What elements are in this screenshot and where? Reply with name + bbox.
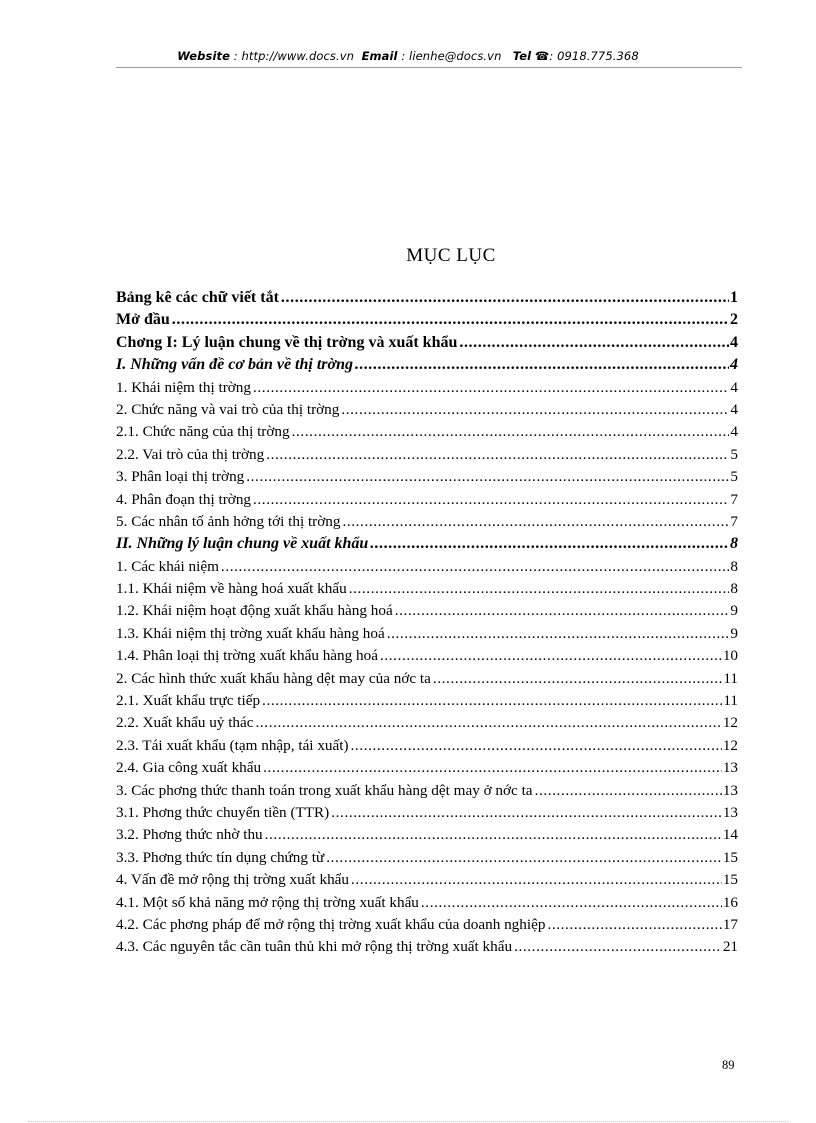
toc-leader-dots bbox=[433, 670, 723, 688]
toc-leader-dots bbox=[535, 782, 722, 800]
toc-leader-dots bbox=[262, 692, 722, 710]
toc-entry bbox=[116, 759, 738, 781]
toc-leader-dots bbox=[342, 513, 729, 531]
toc-entry-page: 4 bbox=[730, 400, 738, 418]
toc-entry bbox=[116, 894, 738, 916]
toc-entry-label: 3. Các phơng thức thanh toán trong xuất khẩu hàng dệt may ở nớc ta bbox=[116, 781, 533, 799]
toc-entry bbox=[116, 782, 738, 804]
toc-entry-page: 5 bbox=[730, 468, 738, 486]
toc-entry bbox=[116, 334, 738, 356]
toc-entry-label: 2. Các hình thức xuất khẩu hàng dệt may của nớc ta bbox=[116, 669, 431, 687]
toc-entry-page: 15 bbox=[722, 848, 738, 866]
toc-entry-page: 9 bbox=[730, 602, 738, 620]
toc-entry-page: 4 bbox=[730, 423, 738, 441]
toc-entry-page: 11 bbox=[723, 669, 738, 687]
toc-entry-label: 4.2. Các phơng pháp để mở rộng thị trờng xuất khẩu của doanh nghiệp bbox=[116, 915, 546, 933]
toc-entry-label: 2.2. Vai trò của thị trờng bbox=[116, 445, 265, 463]
toc-entry-label: 1.4. Phân loại thị trờng xuất khẩu hàng hoá bbox=[116, 647, 378, 665]
toc-leader-dots bbox=[331, 804, 722, 822]
toc-entry-label: 3. Phân loại thị trờng bbox=[116, 468, 245, 486]
toc-leader-dots bbox=[370, 535, 729, 553]
toc-entry-label: Mở đầu bbox=[116, 311, 170, 329]
toc-entry bbox=[116, 714, 738, 736]
toc-entry bbox=[116, 468, 738, 490]
toc-entry-page: 7 bbox=[730, 490, 738, 508]
toc-entry-page: 13 bbox=[722, 759, 738, 777]
toc-entry bbox=[116, 871, 738, 893]
toc-leader-dots bbox=[459, 334, 729, 352]
toc-leader-dots bbox=[355, 356, 729, 374]
toc-entry bbox=[116, 401, 738, 423]
toc-entry-label: 4. Phân đoạn thị trờng bbox=[116, 490, 252, 508]
toc-entry-label: 2. Chức năng và vai trò của thị trờng bbox=[116, 400, 340, 418]
toc-entry-label: Bảng kê các chữ viết tắt bbox=[116, 289, 279, 306]
website-label: Website bbox=[177, 49, 230, 63]
toc-entry bbox=[116, 513, 738, 535]
toc-entry-page: 8 bbox=[730, 535, 738, 553]
toc-leader-dots bbox=[221, 558, 729, 576]
toc-entry-page: 4 bbox=[730, 378, 738, 396]
toc-entry-label: 2.3. Tái xuất khẩu (tạm nhập, tái xuất) bbox=[116, 736, 349, 754]
page-number: 89 bbox=[722, 1058, 735, 1072]
toc-entry bbox=[116, 311, 738, 333]
toc-entry-page: 11 bbox=[723, 692, 738, 710]
toc-leader-dots bbox=[395, 602, 730, 620]
toc-entry-label: I. Những vấn đề cơ bản về thị trờng bbox=[116, 356, 353, 374]
toc-entry-page: 8 bbox=[730, 557, 738, 575]
toc-entry-label: 1.2. Khái niệm hoạt động xuất khẩu hàng hoá bbox=[116, 602, 393, 620]
toc-entry-label: 4.1. Một số khả năng mở rộng thị trờng xuất khẩu bbox=[116, 893, 419, 911]
toc-entry bbox=[116, 804, 738, 826]
phone-icon: ☎ bbox=[534, 49, 550, 63]
toc-leader-dots bbox=[256, 714, 722, 732]
toc-leader-dots bbox=[341, 401, 729, 419]
toc-leader-dots bbox=[172, 311, 729, 329]
toc-entry-page: 15 bbox=[722, 871, 738, 889]
toc-leader-dots bbox=[246, 468, 729, 486]
toc-leader-dots bbox=[514, 938, 722, 956]
toc-entry-page: 13 bbox=[722, 781, 738, 799]
toc-entry-label: Chơng I: Lý luận chung về thị trờng và xuất khẩu bbox=[116, 333, 458, 351]
toc-entry-page: 8 bbox=[730, 580, 738, 598]
toc-leader-dots bbox=[351, 737, 722, 755]
toc-entry-label: 4. Vấn đề mở rộng thị trờng xuất khẩu bbox=[116, 871, 350, 889]
toc-entry-page: 4 bbox=[730, 333, 738, 351]
toc-leader-dots bbox=[351, 871, 722, 889]
toc-entry-label: 2.2. Xuất khẩu uỷ thác bbox=[116, 714, 254, 732]
toc-entry bbox=[116, 379, 738, 401]
toc-entry-page: 12 bbox=[722, 714, 738, 732]
toc-leader-dots bbox=[547, 916, 721, 934]
toc-entry-page: 13 bbox=[722, 803, 738, 821]
toc-leader-dots bbox=[326, 849, 722, 867]
table-of-contents bbox=[116, 289, 738, 961]
toc-entry-label: II. Những lý luận chung về xuất khẩu bbox=[116, 535, 369, 553]
toc-entry bbox=[116, 938, 738, 960]
toc-entry-page: 4 bbox=[730, 356, 738, 374]
toc-entry bbox=[116, 491, 738, 513]
toc-entry bbox=[116, 916, 738, 938]
toc-leader-dots bbox=[421, 894, 722, 912]
toc-entry-page: 1 bbox=[730, 289, 738, 306]
toc-entry bbox=[116, 558, 738, 580]
toc-leader-dots bbox=[265, 826, 722, 844]
toc-entry-label: 1. Khái niệm thị trờng bbox=[116, 378, 251, 396]
toc-entry-page: 9 bbox=[730, 624, 738, 642]
page-title: MỤC LỤC bbox=[406, 245, 496, 266]
toc-entry bbox=[116, 826, 738, 848]
toc-entry bbox=[116, 849, 738, 871]
toc-entry-label: 1.3. Khái niệm thị trờng xuất khẩu hàng hoá bbox=[116, 624, 385, 642]
toc-leader-dots bbox=[263, 759, 722, 777]
toc-entry-label: 5. Các nhân tố ảnh hởng tới thị trờng bbox=[116, 512, 341, 530]
toc-entry bbox=[116, 580, 738, 602]
toc-leader-dots bbox=[380, 647, 722, 665]
toc-entry-label: 1. Các khái niệm bbox=[116, 557, 219, 575]
email-value: : lienhe@docs.vn bbox=[401, 49, 502, 63]
toc-entry bbox=[116, 692, 738, 714]
toc-leader-dots bbox=[387, 625, 730, 643]
toc-entry-page: 10 bbox=[722, 647, 738, 665]
toc-entry-page: 2 bbox=[730, 311, 738, 329]
toc-entry bbox=[116, 446, 738, 468]
toc-leader-dots bbox=[253, 379, 729, 397]
toc-entry bbox=[116, 289, 738, 311]
header-divider bbox=[116, 67, 742, 68]
toc-entry-label: 3.2. Phơng thức nhờ thu bbox=[116, 826, 263, 844]
toc-entry-page: 12 bbox=[722, 736, 738, 754]
email-label: Email bbox=[361, 49, 398, 63]
toc-entry-page: 5 bbox=[730, 445, 738, 463]
toc-leader-dots bbox=[266, 446, 729, 464]
toc-entry bbox=[116, 625, 738, 647]
tel-value: : 0918.775.368 bbox=[549, 49, 639, 63]
toc-entry-label: 2.1. Chức năng của thị trờng bbox=[116, 423, 290, 441]
toc-entry bbox=[116, 356, 738, 378]
toc-entry bbox=[116, 602, 738, 624]
toc-entry-label: 2.4. Gia công xuất khẩu bbox=[116, 759, 262, 777]
toc-entry-page: 21 bbox=[722, 938, 738, 956]
toc-leader-dots bbox=[292, 423, 730, 441]
tel-label: Tel bbox=[512, 49, 532, 63]
toc-leader-dots bbox=[281, 289, 729, 307]
website-value: : http://www.docs.vn bbox=[233, 49, 355, 63]
toc-entry-label: 1.1. Khái niệm về hàng hoá xuất khẩu bbox=[116, 580, 347, 598]
toc-entry-label: 4.3. Các nguyên tắc cần tuân thủ khi mở rộng thị trờng xuất khẩu bbox=[116, 938, 513, 956]
toc-entry-label: 3.1. Phơng thức chuyển tiền (TTR) bbox=[116, 803, 330, 821]
toc-entry-page: 14 bbox=[722, 826, 738, 844]
toc-entry-label: 2.1. Xuất khẩu trực tiếp bbox=[116, 692, 261, 710]
toc-entry-page: 7 bbox=[730, 512, 738, 530]
toc-entry bbox=[116, 423, 738, 445]
toc-entry bbox=[116, 737, 738, 759]
toc-entry bbox=[116, 535, 738, 557]
toc-entry bbox=[116, 647, 738, 669]
toc-leader-dots bbox=[253, 491, 729, 509]
toc-entry-page: 16 bbox=[722, 893, 738, 911]
toc-entry bbox=[116, 670, 738, 692]
footer-divider bbox=[28, 1121, 788, 1122]
toc-entry-page: 17 bbox=[722, 915, 738, 933]
toc-leader-dots bbox=[349, 580, 730, 598]
toc-entry-label: 3.3. Phơng thức tín dụng chứng từ bbox=[116, 848, 325, 866]
page-header bbox=[0, 49, 816, 63]
